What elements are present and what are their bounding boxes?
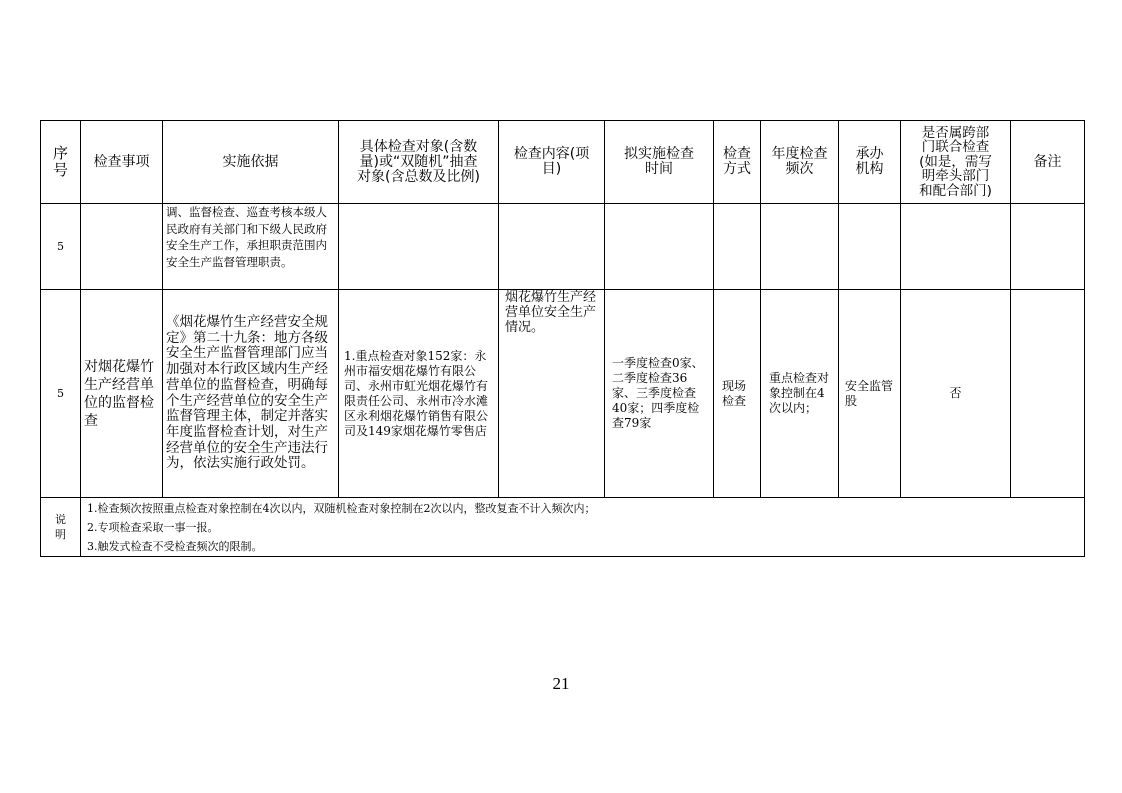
cell-target: 1.重点检查对象152家：永州市福安烟花爆竹有限公司、永州市虹光烟花爆竹有限责任公司、永州市冷水滩区永利烟花爆竹销售有限公司及149家烟花爆竹零售店 xyxy=(339,290,499,498)
header-method: 检查 方式 xyxy=(714,121,761,204)
header-seq: 序 号 xyxy=(41,121,81,204)
header-cross-dept: 是否属跨部 门联合检查 (如是，需写 明牵头部门 和配合部门) xyxy=(901,121,1011,204)
cell-cross-dept: 否 xyxy=(901,290,1011,498)
notes-label: 说 明 xyxy=(41,498,81,557)
cell-content: 烟花爆竹生产经营单位安全生产情况。 xyxy=(499,290,605,498)
header-remark: 备注 xyxy=(1011,121,1085,204)
cell-remark xyxy=(1011,290,1085,498)
cell-item: 对烟花爆竹生产经营单位的监督检查 xyxy=(81,290,163,498)
table-header-row xyxy=(41,121,1085,204)
cell-frequency xyxy=(761,204,839,290)
cell-item xyxy=(81,204,163,290)
cell-cross-dept xyxy=(901,204,1011,290)
page-number: 21 xyxy=(552,674,570,693)
header-time: 拟实施检查 时间 xyxy=(605,121,714,204)
table-row-continued xyxy=(41,204,1085,290)
note-line: 1.检查频次按照重点检查对象控制在4次以内，双随机检查对象控制在2次以内，整改复查不计入频次内； xyxy=(87,501,596,515)
cell-remark xyxy=(1011,204,1085,290)
header-content: 检查内容(项 目) xyxy=(499,121,605,204)
notes-content xyxy=(81,498,1085,557)
cell-time xyxy=(605,204,714,290)
header-item: 检查事项 xyxy=(81,121,163,204)
note-line: 2.专项检查采取一事一报。 xyxy=(87,520,219,534)
cell-seq: 5 xyxy=(41,204,81,290)
cell-frequency: 重点检查对象控制在4次以内； xyxy=(761,290,839,498)
cell-time: 一季度检查0家、二季度检查36家、三季度检查40家；四季度检查79家 xyxy=(605,290,714,498)
cell-method: 现场检查 xyxy=(714,290,761,498)
cell-agency xyxy=(839,204,901,290)
notes-row xyxy=(41,498,1085,557)
inspection-plan-table xyxy=(40,120,1085,557)
cell-target xyxy=(339,204,499,290)
header-basis: 实施依据 xyxy=(163,121,339,204)
cell-seq: 5 xyxy=(41,290,81,498)
cell-agency: 安全监管股 xyxy=(839,290,901,498)
header-frequency: 年度检查 频次 xyxy=(761,121,839,204)
header-target: 具体检查对象(含数 量)或“双随机”抽查 对象(含总数及比例) xyxy=(339,121,499,204)
cell-basis: 《烟花爆竹生产经营安全规定》第二十九条：地方各级安全生产监督管理部门应当加强对本行政区域内生产经营单位的监督检查，明确每个生产经营单位的安全生产监督管理主体，制定并落实年度监督检查计划，对生产经营单位的安全生产违法行为，依法实施行政处罚。 xyxy=(163,290,339,498)
table-row xyxy=(41,290,1085,498)
header-agency: 承办 机构 xyxy=(839,121,901,204)
note-line: 3.触发式检查不受检查频次的限制。 xyxy=(87,539,263,553)
cell-method xyxy=(714,204,761,290)
cell-basis: 调、监督检查、巡查考核本级人民政府有关部门和下级人民政府安全生产工作，承担职责范围内安全生产监督管理职责。 xyxy=(163,204,339,290)
cell-content xyxy=(499,204,605,290)
